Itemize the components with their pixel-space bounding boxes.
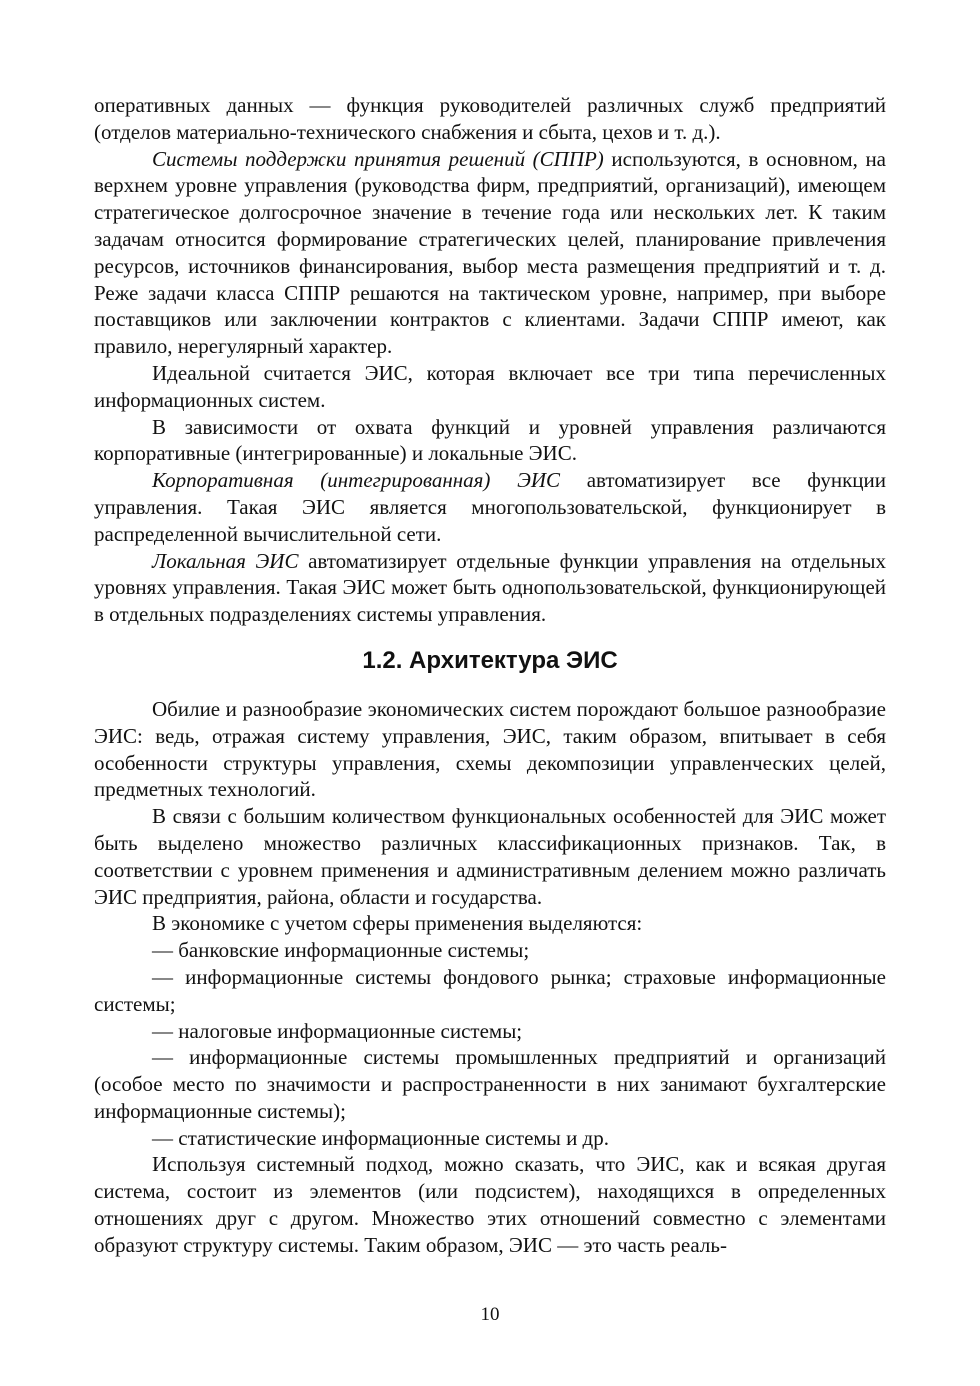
list-item: — информационные системы фондового рынка; страховые информационные системы;	[94, 964, 886, 1016]
paragraph-economy-intro: В экономике с учетом сферы применения выделяются:	[152, 911, 643, 936]
paragraph-eis-types: В зависимости от охвата функций и уровней управления различаются корпоративные (интегрированные) и локальные ЭИС.	[94, 414, 886, 466]
term-local-eis: Локальная ЭИС	[152, 548, 299, 573]
list-item: — налоговые информационные системы;	[152, 1018, 523, 1043]
paragraph-corporate-eis-text: автоматизирует все функции управления. Такая ЭИС является многопользовательской, функционирует в распределенной вычислительной сети.	[94, 468, 886, 546]
list-item: — статистические информационные системы и др.	[152, 1125, 609, 1150]
paragraph-system-approach: Используя системный подход, можно сказать, что ЭИС, как и всякая другая система, состоит из элементов (или подсистем), находящихся в определенных отношениях друг с другом. Множество этих отношений совместно с элементами образуют структуру системы. Таким образом, ЭИС — это часть реаль-	[94, 1152, 886, 1257]
page-number: 10	[480, 1304, 500, 1325]
section-heading: 1.2. Архитектура ЭИС	[362, 646, 618, 674]
paragraph-classification: В связи с большим количеством функциональных особенностей для ЭИС может быть выделено множество различных классификационных признаков. Так, в соответствии с уровнем применения и административным делением можно различать ЭИС предприятия, района, области и государства.	[94, 804, 886, 909]
paragraph-dss-text: используются, в основном, на верхнем уровне управления (руководства фирм, предприятий, организаций), имеющем стратегическое долгосрочное значение в течение года или нескольких лет. К таким задачам относится формирование стратегических целей, планирование привлечения ресурсов, источников финансирования, выбор места размещения предприятий и т. д. Реже задачи класса СППР решаются на тактическом уровне, например, при выборе поставщиков или заключении контрактов с клиентами. Задачи СППР имеют, как правило, нерегулярный характер.	[94, 146, 887, 359]
paragraph-corporate-eis	[94, 467, 886, 547]
paragraph-ideal-eis: Идеальной считается ЭИС, которая включает все три типа перечисленных информационных систем.	[94, 360, 886, 412]
term-corporate-eis: Корпоративная (интегрированная) ЭИС	[152, 468, 561, 493]
paragraph-diversity: Обилие и разнообразие экономических систем порождают большое разнообразие ЭИС: ведь, отражая систему управления, ЭИС, таким образом, впитывает в себя особенности структуры управления, схемы декомпозиции управленческих целей, предметных технологий.	[94, 696, 886, 802]
paragraph-operational-data: оперативных данных — функция руководителей различных служб предприятий (отделов материально-технического снабжения и сбыта, цехов и т. д.).	[94, 93, 886, 144]
paragraph-dss	[94, 146, 886, 360]
term-dss: Системы поддержки принятия решений (СППР)	[152, 146, 604, 171]
list-item: — информационные системы промышленных предприятий и организаций (особое место по значимости и распространенности в них занимают бухгалтерские информационные системы);	[94, 1045, 886, 1123]
list-item: — банковские информационные системы;	[152, 938, 530, 963]
paragraph-local-eis-text: автоматизирует отдельные функции управления на отдельных уровнях управления. Такая ЭИС может быть однопользовательской, функционирующей в отдельных подразделениях системы управления.	[94, 548, 886, 627]
paragraph-local-eis	[94, 548, 886, 628]
